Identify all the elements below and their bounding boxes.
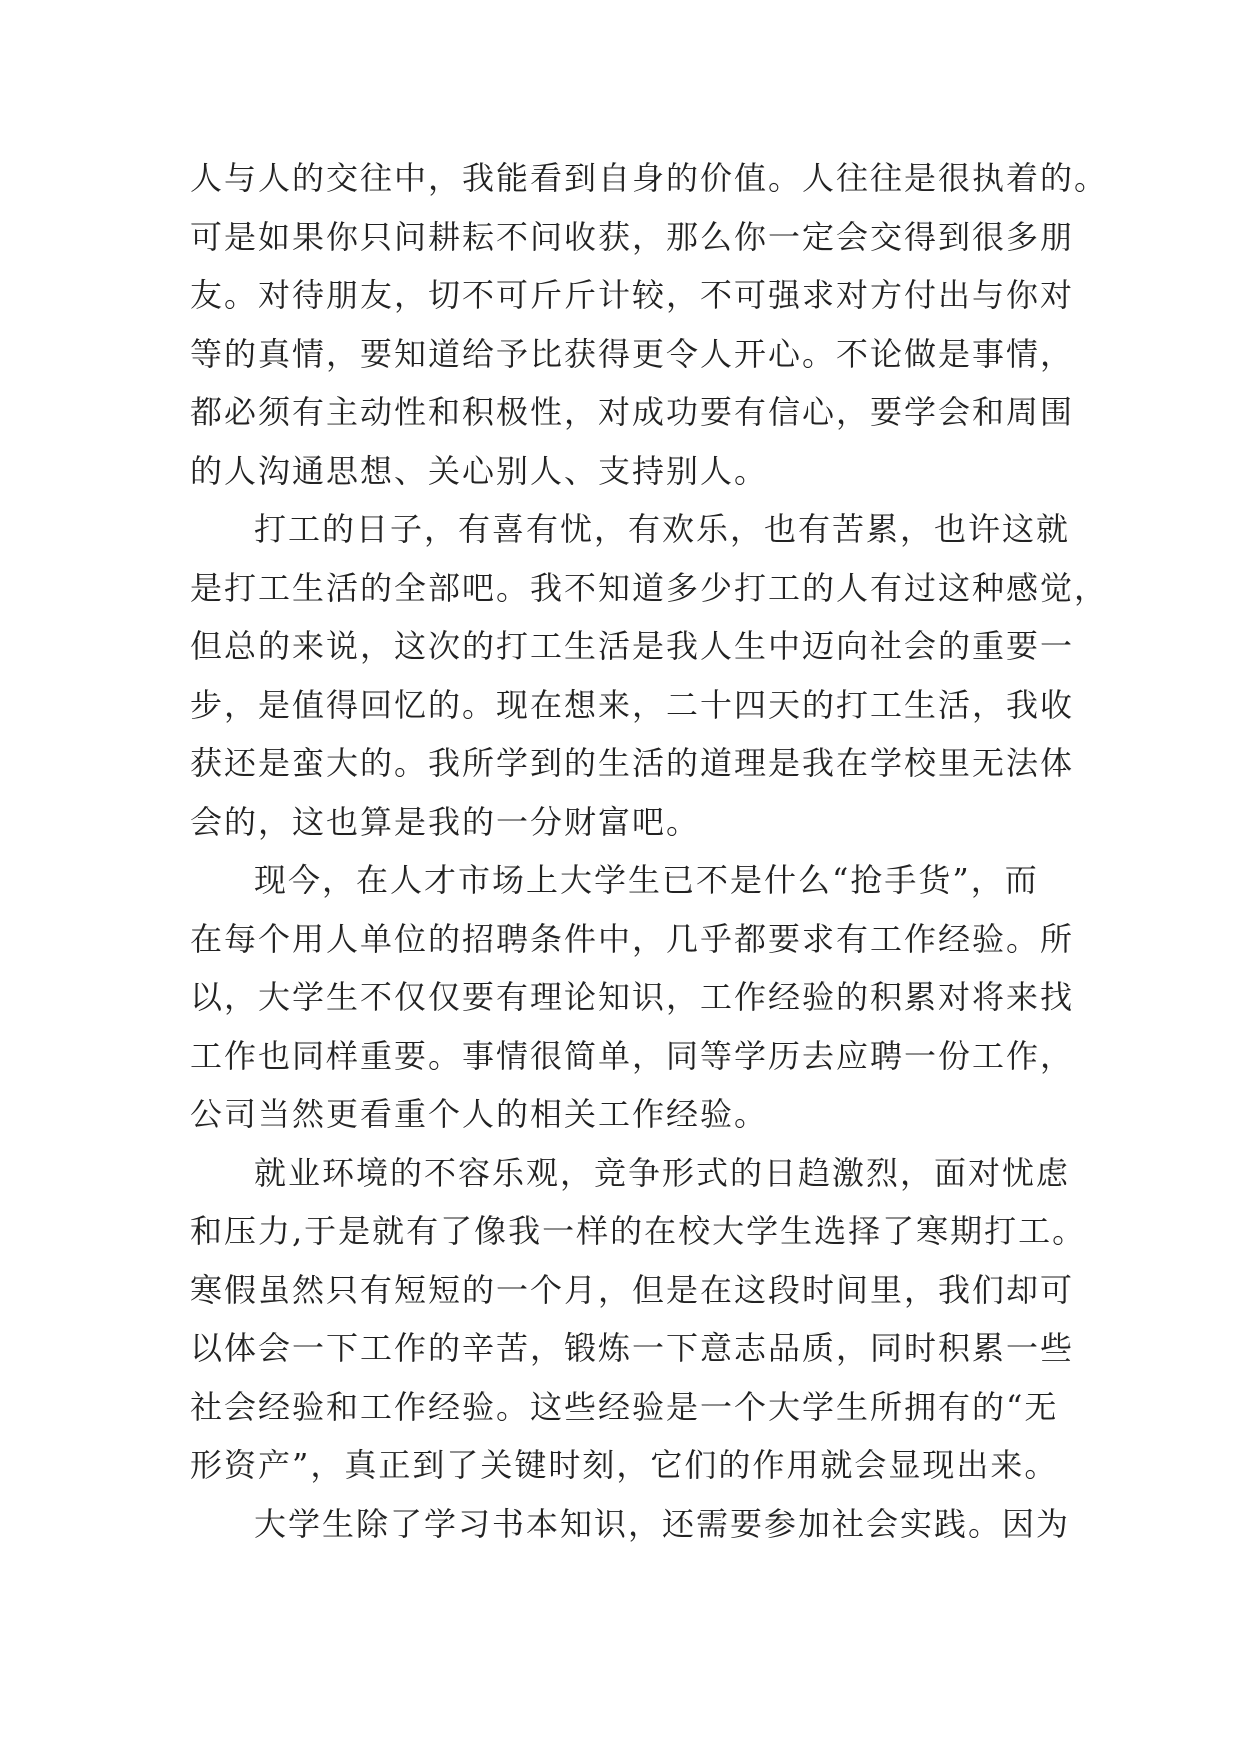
document-body [190,149,1109,1553]
text-line: 打工的日子，有喜有忧，有欢乐，也有苦累，也许这就 [254,510,1071,548]
text-line: 人与人的交往中，我能看到自身的价值。人往往是很执着的。 [190,159,1109,197]
text-line: 友。对待朋友，切不可斤斤计较，不可强求对方付出与你对 [190,276,1075,314]
text-line: 形资产”，真正到了关键时刻，它们的作用就会显现出来。 [190,1446,1059,1484]
text-line: 现今，在人才市场上大学生已不是什么“抢手货”，而 [254,861,1039,899]
text-line: 可是如果你只问耕耘不问收获，那么你一定会交得到很多朋 [190,217,1075,256]
text-line: 是打工生活的全部吧。我不知道多少打工的人有过这种感觉， [190,568,1109,607]
text-line: 会的，这也算是我的一分财富吧。 [190,802,701,841]
text-line: 获还是蛮大的。我所学到的生活的道理是我在学校里无法体 [190,744,1075,782]
text-line: 大学生除了学习书本知识，还需要参加社会实践。因为 [254,1504,1071,1543]
text-line: 步，是值得回忆的。现在想来，二十四天的打工生活，我收 [190,685,1075,724]
paragraph [190,500,1109,851]
text-line: 都必须有主动性和积极性，对成功要有信心，要学会和周围 [190,393,1075,431]
text-line: 以，大学生不仅仅要有理论知识，工作经验的积累对将来找 [190,978,1075,1016]
text-line: 寒假虽然只有短短的一个月，但是在这段时间里，我们却可 [190,1270,1075,1309]
text-line: 以体会一下工作的辛苦，锻炼一下意志品质，同时积累一些 [190,1329,1075,1367]
text-line: 就业环境的不容乐观，竞争形式的日趋激烈，面对忧虑 [254,1153,1071,1192]
paragraph [190,1495,1071,1554]
text-line: 工作也同样重要。事情很简单，同等学历去应聘一份工作， [190,1036,1075,1075]
text-line: 的人沟通思想、关心别人、支持别人。 [190,451,769,490]
paragraph [190,851,1075,1144]
paragraph [190,149,1109,500]
text-line: 在每个用人单位的招聘条件中，几乎都要求有工作经验。所 [190,919,1075,958]
text-line: 但总的来说，这次的打工生活是我人生中迈向社会的重要一 [190,627,1075,665]
text-line: 等的真情，要知道给予比获得更令人开心。不论做是事情， [190,334,1075,373]
text-line: 公司当然更看重个人的相关工作经验。 [190,1095,769,1133]
text-line: 和压力,于是就有了像我一样的在校大学生选择了寒期打工。 [190,1212,1087,1250]
text-line: 社会经验和工作经验。这些经验是一个大学生所拥有的“无 [190,1387,1059,1426]
paragraph [190,1144,1087,1495]
